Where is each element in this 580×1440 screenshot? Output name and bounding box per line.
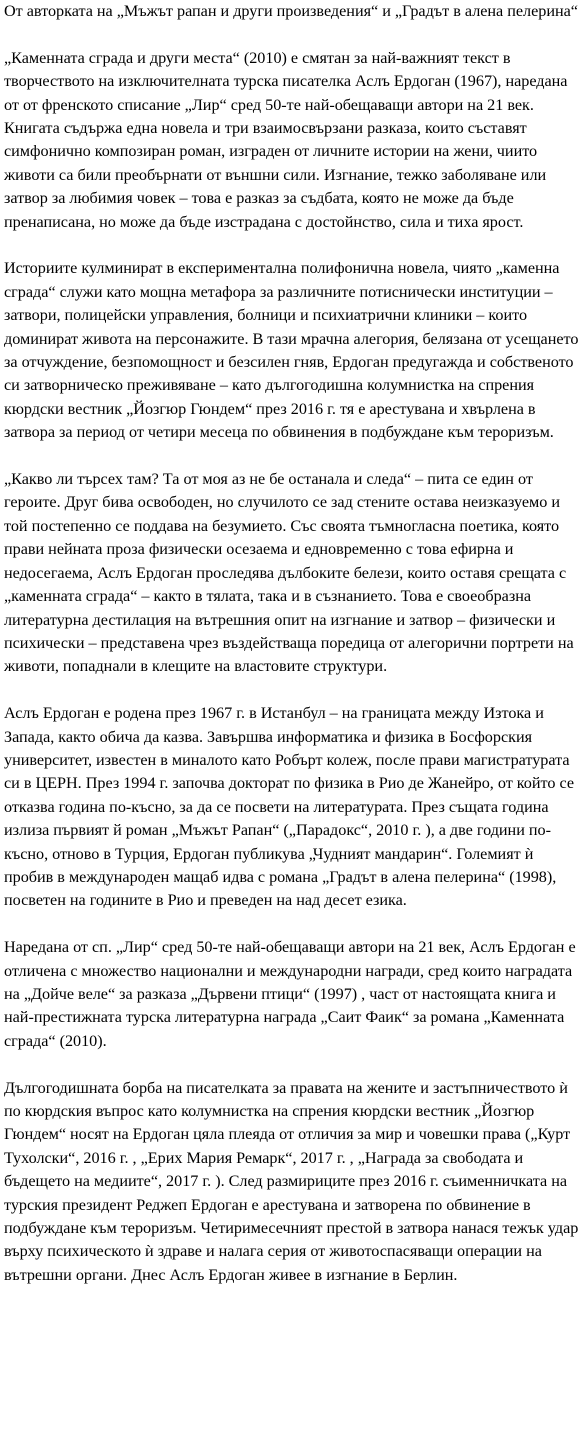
paragraph-awards: Наредана от сп. „Лир“ сред 50-те най-обещаващи автори на 21 век, Аслъ Ердоган е отличена с множество национални и международни награди, сред които наградата на „Дойче веле“ за разказа „Дървени птици“ (1997) , част от настоящата книга и най-престижната турска литературна награда „Саит Фаик“ за романа „Каменната сграда“ (2010). [4, 938, 576, 1050]
paragraph-activism-exile: Дългогодишната борба на писателката за правата на жените и застъпничеството ѝ по кюрдския въпрос като колумнистка на спрения кюрдски вестник „Йозгюр Гюндем“ носят на Ердоган цяла плеяда от отличия за мир и човешки права („Курт Тухолски“, 2016 г. , „Ерих Мария Ремарк“, 2017 г. , „Награда за свободата и бъдещето на медиите“, 2017 г. ). След размириците през 2016 г. съименничката на турския президент Реджеп Ердоган е арестувана и затворена по обвинение в подбуждане към тероризъм. Четиримесечният престой в затвора нанася тежък удар върху психическото ѝ здраве и налага серия от животоспасяващи операции на вътрешни органи. Днес Аслъ Ердоган живее в изгнание в Берлин. [4, 1078, 579, 1284]
paragraph-heroes-quote: „Какво ли търсех там? Та от моя аз не бе останала и следа“ – пита се един от героите. Друг бива освободен, но случилото се зад стените остава неизказуемо и той постепенно се поддава на безумието. Със своята тъмногласна поетика, която прави нейната проза физически осезаема и едновременно с това ефирна и недосегаема, Аслъ Ердоган проследява дълбоките белези, които оставя срещата с „каменната сграда“ – както в тялата, така и в съзнанието. Това е своеобразна литературна дестилация на вътрешния опит на изгнание и затвор – физически и психически – представена чрез въздействаща поредица от алегорични портрети на животи, попаднали в клещите на властовите структури. [4, 470, 574, 676]
paragraph-book-description: „Каменната сграда и други места“ (2010) е смятан за най-важният текст в творчеството на изключителната турска писателка Аслъ Ердоган (1967), наредана от от френското списание „Лир“ сред 50-те най-обещаващи автори на 21 век. Книгата съдържа една новела и три взаимосвързани разказа, които съставят симфонично композиран роман, изграден от личните истории на жени, чиито животи са били преобърнати от външни сили. Изгнание, тежко заболяване или затвор за любимия човек – това е разказ за съдбата, която не може да бъде пренаписана, но може да бъде изстрадана с достойнство, сила и тиха ярост. [4, 48, 568, 231]
document-page [4, 0, 580, 1311]
paragraph-novella-summary: Историите кулминират в експериментална полифонична новела, чиято „каменна сграда“ служи като мощна метафора за различните потиснически институции – затвори, полицейски управления, болници и психиатрични клиники – които доминират живота на персонажите. В тази мрачна алегория, белязана от усещането за отчуждение, безпомощност и безсилен гняв, Ердоган предугажда и собственото си затворническо преживяване – като дългогодишна колумнистка на спрения кюрдски вестник „Йозгюр Гюндем“ през 2016 г. тя е арестувана и хвърлена в затвора за период от четири месеца по обвинения в подбуждане към тероризъм. [4, 259, 579, 442]
paragraph-author-biography: Аслъ Ердоган е родена през 1967 г. в Истанбул – на границата между Изтока и Запада, както обича да казва. Завършва информатика и физика в Босфорския университет, известен в миналото като Робърт колеж, после прави магистратурата си в ЦЕРН. През 1994 г. започва докторат по физика в Рио де Жанейро, от който се отказва година по-късно, за да се посвети на литературата. През същата година излиза първият й роман „Мъжът Рапан“ („Парадокс“, 2010 г. ), а две години по-късно, отново в Турция, Ердоган публикува „Чудният мандарин“. Големият ѝ пробив в международен мащаб идва с романа „Градът в алена пелерина“ (1998), посветен на годините в Рио и преведен на над десет езика. [4, 704, 574, 910]
intro-paragraph: От авторката на „Мъжът рапан и други произведения“ и „Градът в алена пелерина“ [4, 2, 578, 20]
